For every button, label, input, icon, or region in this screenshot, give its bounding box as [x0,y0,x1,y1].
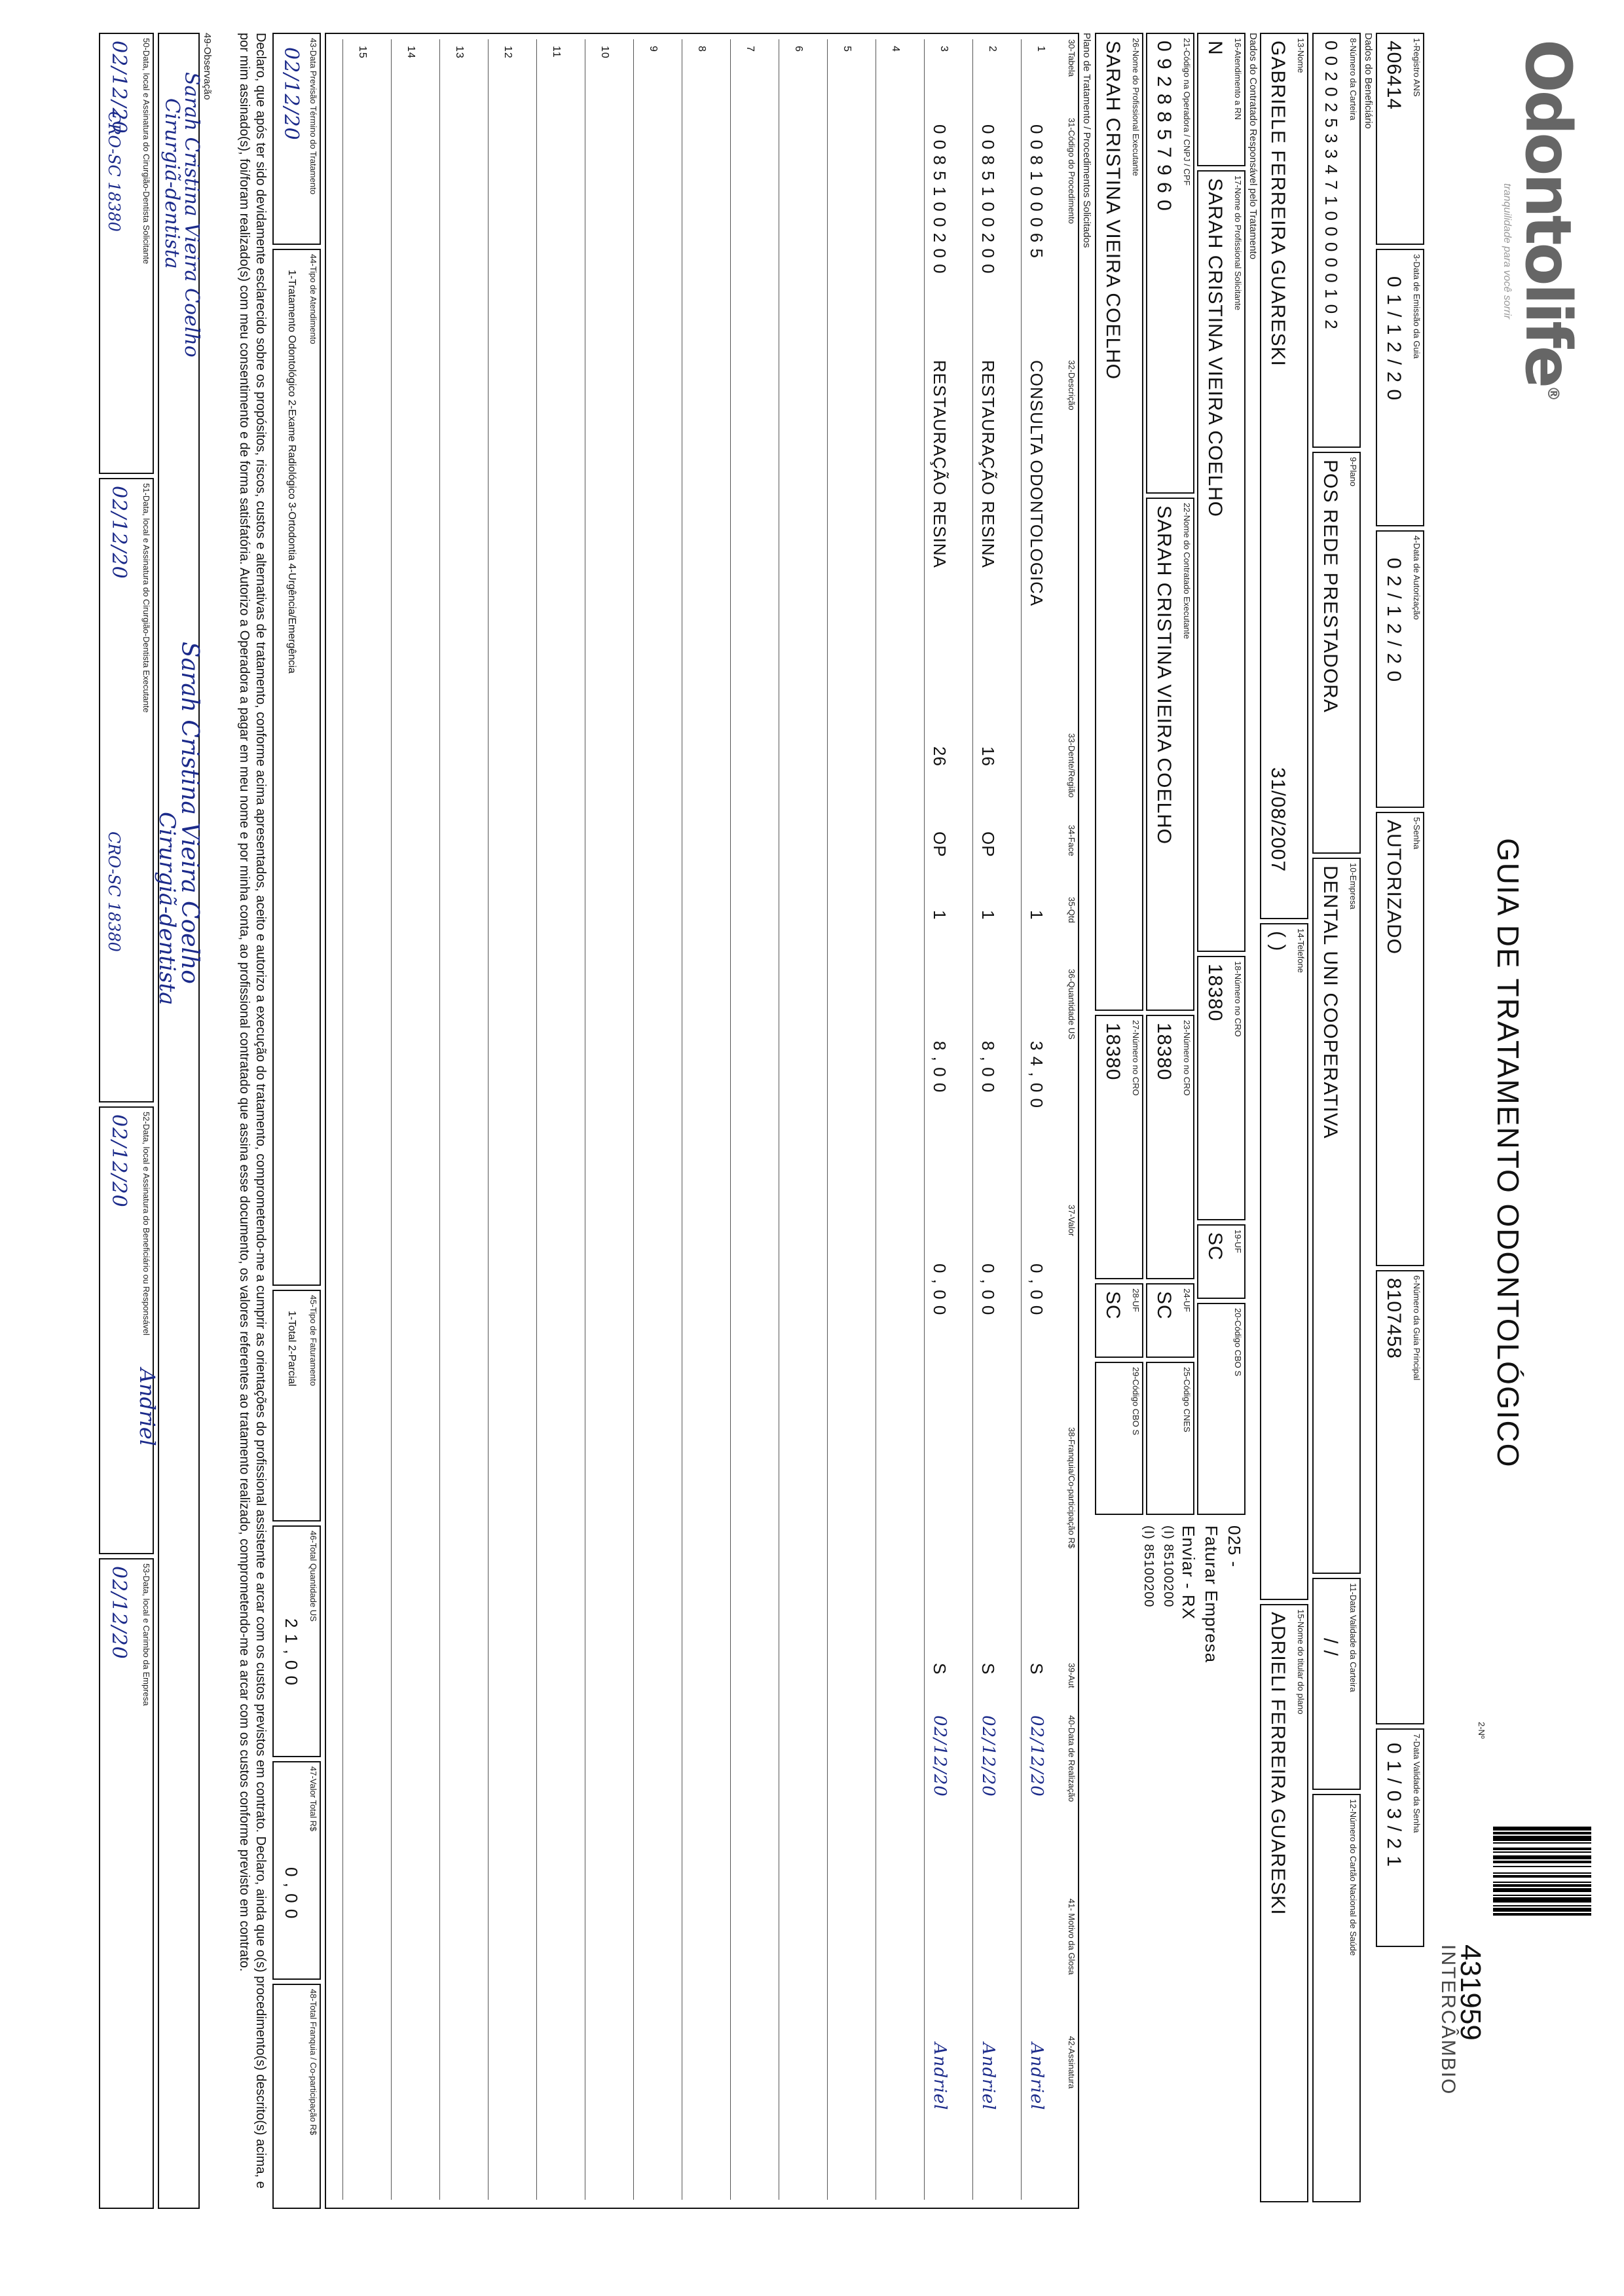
cro-prof-exec-field: 27-Número no CRO 18380 [1095,1015,1143,1279]
stamp-name-executante: Sarah Cristina Vieira Coelho [176,642,203,984]
registro-ans-field: 1-Registro ANS 406414 [1376,33,1424,245]
stamp-role-executante: Cirurgiã-dentista [154,812,180,1006]
valor-total-field: 47-Valor Total R$ 0 , 0 0 [272,1761,321,1980]
plano-field: 9-Plano POS REDE PRESTADORA [1312,452,1361,854]
nascimento: 31/08/2007 [1267,767,1289,873]
row-assinatura: Andriel [978,2043,998,2111]
atendimento-rn-field: 16-Atendimento a RN N [1197,33,1246,166]
row-assinatura: Andriel [1027,2043,1046,2111]
declaration-text: Declaro, que após ter sido devidamente esclarecido sobre os propósitos, riscos, custos e alternativas de tratamento, conforme acima apresentados, aceito e autorizo a execução do tratamento, comprometendo-me a cumprir as orientações do profissional assistente e arcar com os custos previstos em contrato. Declaro, ainda que o(s) procedimento(s) descrito(s) acima, e por mim assinado(s), foi/foram realizado(s) com meu consentimento e de forma satisfatória. Autorizo a Operadora a pagar em meu nome e por minha conta, ao profissional contratado que assina esse documento, os valores referentes ao tratamento realizado, comprometendo-me a arcar com os custos conforme previsto em contrato. [237,33,268,2189]
row-number: 10 [599,46,610,59]
row-number: 8 [696,46,707,52]
col-dente: 33-Dente/Região [1067,733,1077,798]
titular-field: 15-Nome do titular do plano ADRIELI FERREIRA GUARESKI [1260,1604,1308,2202]
row-data: 02/12/20 [1027,1715,1046,1797]
cbo-solicitante-field: 20-Código CBO S [1197,1303,1246,1515]
row-number: 14 [405,46,416,59]
table-row-line [633,39,634,2200]
validade-senha-field: 7-Data Validade da Senha 0 1 / 0 3 / 2 1 [1376,1728,1424,1947]
table-row-line [827,39,828,2200]
row-aut: S [1027,1663,1046,1675]
row-valor: 0 , 0 0 [930,1264,950,1316]
row-number: 1 [1035,46,1046,52]
dados-beneficiario-heading: Dados do Beneficiário [1363,33,1374,129]
row-aut: S [978,1663,998,1675]
guide-number: 431959 [1454,1944,1486,2041]
row-aut: S [930,1663,950,1675]
table-row-line [439,39,440,2200]
total-us-field: 46-Total Quantidade US 2 1 , 0 0 [272,1525,321,1757]
guia-principal-field: 6-Número da Guia Principal 8107458 [1376,1270,1424,1724]
empresa-field: 10-Empresa DENTAL UNI COOPERATIVA [1312,858,1361,1574]
form-sheet [13,20,1611,2272]
row-number: 4 [890,46,901,52]
cro-solicitante-field: 18-Número no CRO 18380 [1197,956,1246,1220]
beneficiary-signature: Andriel [135,1368,160,1446]
procedures-heading: Plano de Tratamento / Procedimentos Solicitados [1081,33,1092,248]
row-assinatura: Andriel [930,2043,950,2111]
page-title: GUIA DE TRATAMENTO ODONTOLÓGICO [1491,838,1525,1468]
col-franquia: 38-Franquia/Co-participação R$ [1067,1427,1077,1548]
barcode-bar [1493,1836,1591,1841]
sig50-field: 50-Data, local e Assinatura do Cirurgião-Dentista Solicitante 02/12/20 [99,33,154,474]
row-number: 12 [502,46,513,59]
data-emissao-field: 3-Data de Emissão da Guia 0 1 / 1 2 / 2 0 [1376,249,1424,526]
row-dente: 26 [930,746,950,767]
dados-contratado-heading: Dados do Contratado Responsável pelo Tratamento [1247,33,1259,260]
cnes-field: 25-Código CNES [1146,1362,1194,1515]
row-valor: 0 , 0 0 [1027,1264,1046,1316]
table-row-line [536,39,537,2200]
cro-exec-field: 23-Número no CRO 18380 [1146,1015,1194,1279]
row-number: 5 [841,46,853,52]
cbo-solicitante-value: 025 - [1225,1525,1244,1568]
barcode [1493,1827,1591,1916]
cbo-exec-field: 29-Código CBO S [1095,1362,1143,1515]
row-data: 02/12/20 [978,1715,998,1797]
table-row-line [1021,39,1022,2200]
sig52-field: 52-Data, local e Assinatura do Beneficiário ou Responsável 02/12/20 [99,1106,154,1554]
row-face: OP [978,831,998,858]
table-row-line [730,39,731,2200]
tipo-atendimento-field: 44-Tipo de Atendimento 1-Tratamento Odontológico 2-Exame Radiológico 3-Ortodontia 4-Urgência/Emergência [272,249,321,1286]
row-qtd: 1 [1027,910,1046,920]
row-face: OP [930,831,950,858]
data-autorizacao-field: 4-Data de Autorização 0 2 / 1 2 / 2 0 [1376,530,1424,808]
side-note-code-1: (I) 85100200 [1161,1525,1175,1608]
sig51-field: 51-Data, local e Assinatura do Cirurgião-Dentista Executante 02/12/20 [99,478,154,1102]
table-row-line [342,39,343,2200]
side-note-code-2: (I) 85100200 [1141,1525,1156,1608]
row-number: 2 [987,46,998,52]
odontolife-logo: Odontolife® [1511,39,1585,399]
row-number: 9 [648,46,659,52]
prof-exec-field: 26-Nome do Profissional Executante SARAH CRISTINA VIEIRA COELHO [1095,33,1143,1011]
nome-field: 13-Nome GABRIELE FERREIRA GUARESKI 31/08/2007 [1260,33,1308,919]
col-qtd-us: 36-Quantidade US [1067,969,1077,1040]
telefone-field: 14-Telefone ( ) [1260,923,1308,1600]
side-note-enviar: Enviar - RX [1179,1525,1198,1620]
col-assinatura: 42-Assinatura [1067,2036,1077,2089]
col-codigo: 31-Código do Procedimento [1067,118,1077,224]
col-face: 34-Face [1067,825,1077,856]
row-codigo: 0 0 8 1 0 0 0 6 5 [1027,124,1046,259]
validade-carteira-field: 11-Data Validade da Carteira / / [1312,1578,1361,1790]
logo-tagline: tranquilidade para você sorrir [1502,183,1513,319]
row-data: 02/12/20 [930,1715,950,1797]
side-note-faturar: Faturar Empresa [1202,1525,1221,1664]
row-codigo: 0 0 8 5 1 0 0 2 0 0 [978,124,998,274]
row-dente: 16 [978,746,998,767]
col-descricao: 32-Descrição [1067,360,1077,410]
stamp-cro-solicitante: CRO-SC 18380 [105,111,123,232]
barcode-bar [1493,1867,1591,1872]
codigo-operadora-field: 21-Código na Operadora / CNPJ / CPF 0 9 2 8 8 5 7 9 6 0 [1146,33,1194,494]
guide-no-label: 2-Nº [1477,1722,1486,1739]
carteira-field: 8-Número da Carteira 0 0 2 0 2 5 3 3 4 7 1 0 0 0 0 0 1 0 2 [1312,33,1361,448]
uf-solicitante-field: 19-UF SC [1197,1224,1246,1299]
stamp-cro-executante: CRO-SC 18380 [105,831,123,952]
col-valor: 37-Valor [1067,1205,1077,1237]
observacao-label: 49-Observação [202,33,213,100]
barcode-bar [1493,1897,1591,1903]
table-row-line [391,39,392,2200]
row-number: 15 [357,46,368,59]
row-qtd: 1 [930,910,950,920]
table-row-line [488,39,489,2200]
row-number: 6 [793,46,804,52]
stamp-name-solicitante: Sarah Cristina Vieira Coelho [180,72,203,357]
row-valor: 0 , 0 0 [978,1264,998,1316]
barcode-bar [1493,1913,1591,1916]
stamp-role-solicitante: Cirurgiã-dentista [160,98,183,269]
prof-solicitante-field: 17-Nome do Profissional Solicitante SARAH CRISTINA VIEIRA COELHO [1197,170,1246,952]
row-number: 11 [551,46,562,58]
total-franquia-field: 48-Total Franquia / Co-participação R$ [272,1984,321,2209]
cartao-nacional-field: 12-Número do Cartão Nacional de Saúde [1312,1794,1361,2202]
contratado-exec-field: 22-Nome do Contratado Executante SARAH CRISTINA VIEIRA COELHO [1146,498,1194,1011]
row-number: 3 [938,46,950,52]
col-glosa: 41- Motivo da Glosa [1067,1899,1077,1975]
row-qtd: 1 [978,910,998,920]
uf-exec-field: 24-UF SC [1146,1283,1194,1358]
row-codigo: 0 0 8 5 1 0 0 2 0 0 [930,124,950,274]
table-row-line [972,39,973,2200]
procedures-table [325,33,1079,2209]
row-descricao: CONSULTA ODONTOLOGICA [1027,360,1046,607]
table-row-line [924,39,925,2200]
tipo-faturamento-field: 45-Tipo de Faturamento 1-Total 2-Parcial [272,1290,321,1522]
col-aut: 39-Aut [1067,1663,1077,1688]
senha-field: 5-Senha AUTORIZADO [1376,812,1424,1266]
row-qtd-us: 8 , 0 0 [978,1041,998,1093]
uf-prof-exec-field: 28-UF SC [1095,1283,1143,1358]
row-descricao: RESTAURAÇÃO RESINA [978,360,998,569]
row-number: 13 [454,46,465,59]
observacao-field [158,33,200,2209]
col-tabela: 30-Tabela [1067,39,1077,77]
col-qtd: 35-Qtd [1067,897,1077,923]
row-descricao: RESTAURAÇÃO RESINA [930,360,950,569]
row-number: 7 [745,46,756,52]
previsao-field: 43-Data Previsão Término do Tratamento 02/12/20 [272,33,321,245]
intercambio-label: INTERCÂMBIO [1437,1944,1459,2096]
col-data-realizacao: 40-Data de Realização [1067,1715,1077,1802]
row-qtd-us: 3 4 , 0 0 [1027,1041,1046,1108]
row-qtd-us: 8 , 0 0 [930,1041,950,1093]
sig53-field: 53-Data, local e Carimbo da Empresa 02/12/20 [99,1558,154,2209]
